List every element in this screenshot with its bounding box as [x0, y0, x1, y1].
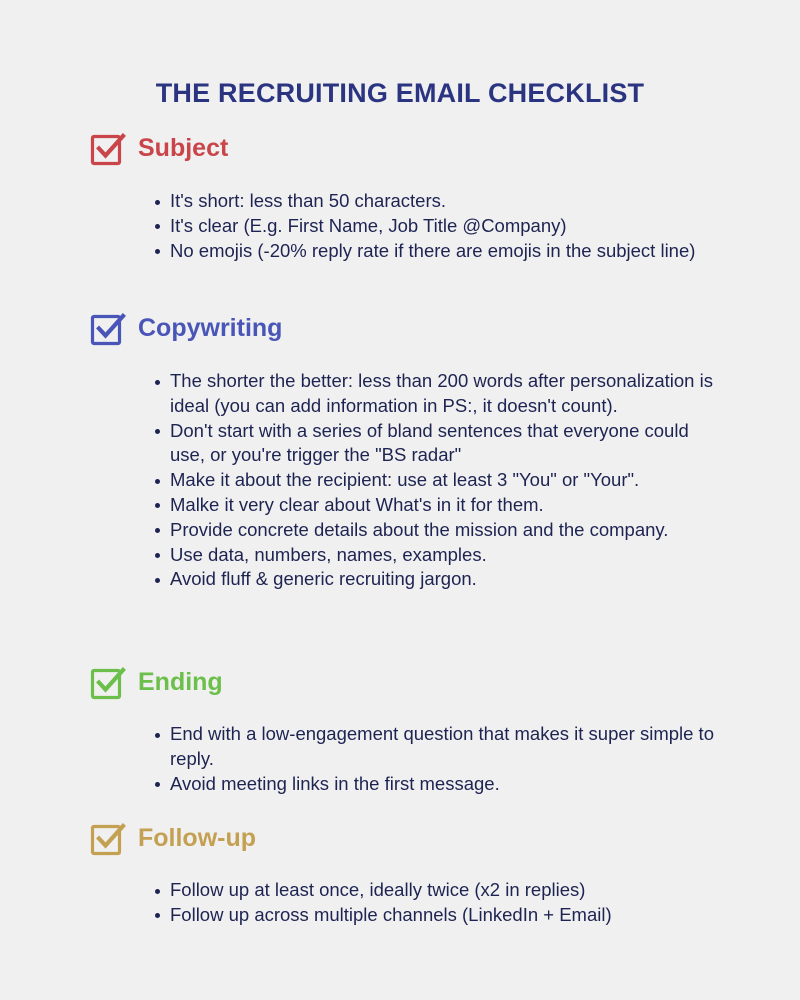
section-heading: Subject — [138, 134, 229, 162]
section-header — [0, 131, 800, 169]
list-item: It's clear (E.g. First Name, Job Title @Company) — [154, 214, 714, 239]
checked-box-icon — [90, 665, 126, 701]
section-heading: Follow-up — [138, 824, 257, 852]
list-item: Malke it very clear about What's in it for them. — [154, 493, 714, 518]
list-item: It's short: less than 50 characters. — [154, 189, 714, 214]
checked-box-icon — [90, 821, 126, 857]
checked-box-icon — [90, 311, 126, 347]
bullet-list — [154, 189, 714, 263]
checked-box-icon — [90, 131, 126, 167]
bullet-list — [154, 878, 714, 928]
section-heading: Ending — [138, 668, 223, 696]
section-subject — [0, 131, 800, 261]
section-heading: Copywriting — [138, 314, 283, 342]
section-header — [0, 665, 800, 703]
list-item: The shorter the better: less than 200 words after personalization is ideal (you can add information in PS:, it doesn't count). — [154, 369, 714, 419]
list-item: Avoid fluff & generic recruiting jargon. — [154, 567, 714, 592]
list-item: Follow up across multiple channels (LinkedIn + Email) — [154, 903, 714, 928]
section-follow-up — [0, 821, 800, 925]
section-copywriting — [0, 311, 800, 590]
list-item: Avoid meeting links in the first message. — [154, 772, 714, 797]
list-item: No emojis (-20% reply rate if there are emojis in the subject line) — [154, 239, 714, 264]
section-ending — [0, 665, 800, 794]
bullet-list — [154, 722, 714, 796]
page-title: THE RECRUITING EMAIL CHECKLIST — [155, 78, 645, 108]
list-item: Provide concrete details about the mission and the company. — [154, 518, 714, 543]
list-item: Use data, numbers, names, examples. — [154, 543, 714, 568]
list-item: Don't start with a series of bland sentences that everyone could use, or you're trigger the "BS radar" — [154, 419, 714, 469]
list-item: End with a low-engagement question that makes it super simple to reply. — [154, 722, 714, 772]
section-header — [0, 821, 800, 859]
list-item: Make it about the recipient: use at least 3 "You" or "Your". — [154, 468, 714, 493]
bullet-list — [154, 369, 714, 592]
section-header — [0, 311, 800, 349]
list-item: Follow up at least once, ideally twice (x2 in replies) — [154, 878, 714, 903]
